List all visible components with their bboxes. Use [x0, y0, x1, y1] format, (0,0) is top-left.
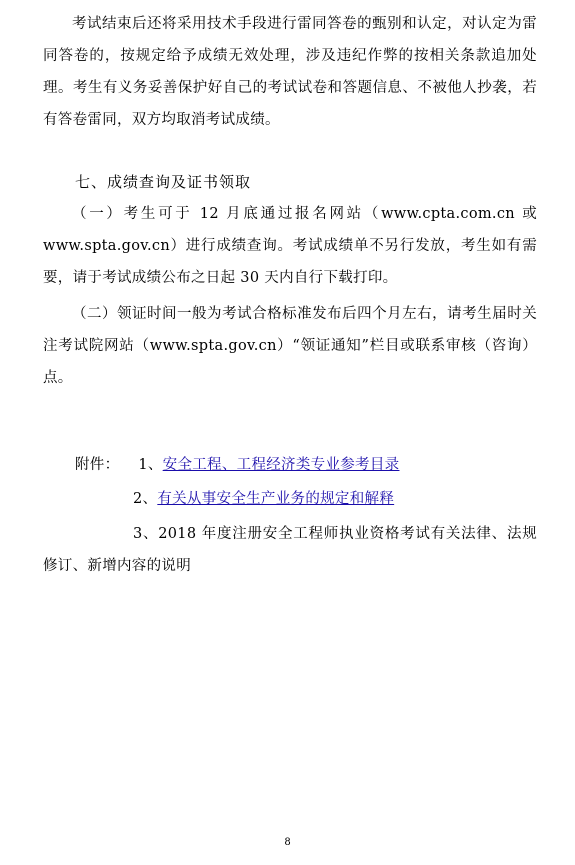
attachment-2-link[interactable]: 有关从事安全生产业务的规定和解释: [157, 491, 395, 507]
attachment-row-2: [133, 483, 394, 515]
attachment-2-number: 2、: [133, 491, 158, 507]
attachment-1-link[interactable]: 安全工程、工程经济类专业参考目录: [162, 457, 400, 473]
section-heading-score-certificate: 七、成绩查询及证书领取: [75, 173, 252, 191]
page-number: 8: [284, 837, 291, 848]
paragraph-score-query: （一）考生可于 12 月底通过报名网站（www.cpta.com.cn 或 www.spta.gov.cn）进行成绩查询。考试成绩单不另行发放，考生如有需要，请于考试成绩公布之日起 30 天内自行下载打印。: [43, 206, 537, 286]
attachment-3-number: 3、: [133, 526, 159, 542]
attachment-row-1: [75, 449, 399, 481]
paragraph-cheating-detection: 考试结束后还将采用技术手段进行雷同答卷的甄别和认定，对认定为雷同答卷的，按规定给予成绩无效处理，涉及违纪作弊的按相关条款追加处理。考生有义务妥善保护好自己的考试试卷和答题信息、不被他人抄袭，若有答卷雷同，双方均取消考试成绩。: [43, 16, 537, 128]
attachment-1-number: 1、: [138, 457, 163, 473]
attachment-3-text: 2018 年度注册安全工程师执业资格考试有关法律、法规修订、新增内容的说明: [43, 526, 537, 574]
attachment-row-3: [43, 518, 537, 582]
attachments-label: 附件：: [75, 457, 120, 473]
paragraph-certificate-collection: （二）领证时间一般为考试合格标准发布后四个月左右，请考生届时关注考试院网站（www.spta.gov.cn）“领证通知”栏目或联系审核（咨询）点。: [43, 306, 537, 386]
